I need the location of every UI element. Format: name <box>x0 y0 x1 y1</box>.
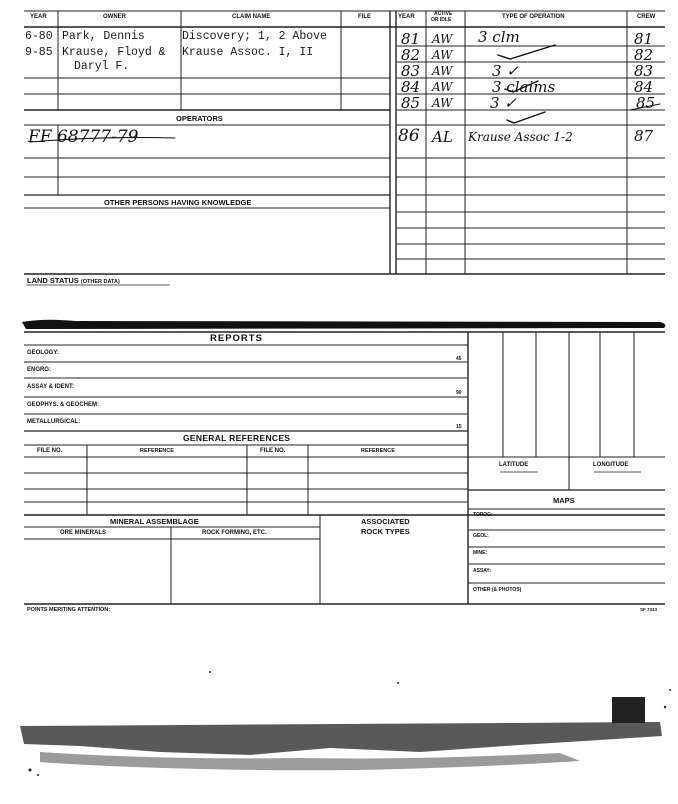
activity-row-4-operation: 3 claims <box>492 78 556 96</box>
activity-row-5-status: AW <box>432 96 453 110</box>
activity-row-1-year: 81 <box>401 30 421 48</box>
activity-row-4-year: 84 <box>401 78 421 96</box>
rock-types-label: ROCK TYPES <box>361 527 410 536</box>
latitude-label: LATITUDE <box>499 462 529 468</box>
owner-row-2-year: 9-85 <box>25 46 53 59</box>
mineral-assemblage-title: MINERAL ASSEMBLAGE <box>110 517 199 526</box>
owner-row-1-owner: Park, Dennis <box>62 30 145 43</box>
owner-row-3-owner: Daryl F. <box>74 60 130 73</box>
report-geology-code: 45 <box>456 356 462 362</box>
rock-forming-label: ROCK FORMING, ETC. <box>202 530 267 536</box>
activity-row-2-year: 82 <box>401 46 421 64</box>
map-geol: GEOL: <box>473 533 489 539</box>
activity-row-6-operation: Krause Assoc 1-2 <box>468 130 573 144</box>
col-year-2: YEAR <box>398 14 415 20</box>
activity-row-3-operation: 3 ✓ <box>492 62 519 80</box>
map-mine: MINE: <box>473 550 488 556</box>
report-metallurgical: METALLURGICAL: <box>27 419 81 425</box>
activity-row-3-year: 83 <box>401 62 421 80</box>
activity-row-6-crew: 87 <box>634 127 654 145</box>
activity-row-1-crew: 81 <box>634 30 654 48</box>
owner-row-1-year: 6-80 <box>25 30 53 43</box>
owner-row-2-claim: Krause Assoc. I, II <box>182 46 314 59</box>
points-meriting-label: POINTS MERITING ATTENTION: <box>27 607 111 613</box>
ref-col-reference-1: REFERENCE <box>140 448 174 454</box>
activity-row-2-crew: 82 <box>634 46 654 64</box>
activity-row-4-crew: 84 <box>634 78 654 96</box>
activity-row-5-year: 85 <box>401 94 421 112</box>
land-status-label: LAND STATUS (OTHER DATA) <box>27 276 120 285</box>
report-geophys: GEOPHYS. & GEOCHEM: <box>27 402 100 408</box>
report-assay-code: 90 <box>456 390 462 396</box>
activity-row-5-crew: 85 <box>636 94 656 112</box>
form-number: SF 7313 <box>640 607 658 612</box>
col-active-idle: ACTIVE OR IDLE <box>431 11 453 23</box>
activity-row-6-year: 86 <box>398 126 420 146</box>
other-persons-label: OTHER PERSONS HAVING KNOWLEDGE <box>104 198 252 207</box>
col-type-of-operation: TYPE OF OPERATION <box>502 14 565 20</box>
operators-entry: FF 68777-79 <box>28 127 139 147</box>
longitude-label: LONGITUDE <box>593 462 629 468</box>
report-geology: GEOLOGY: <box>27 350 59 356</box>
col-file: FILE <box>358 14 371 20</box>
general-references-title: GENERAL REFERENCES <box>183 433 291 443</box>
map-topog: TOPOG: <box>473 512 493 518</box>
operators-label: OPERATORS <box>176 114 223 123</box>
ore-minerals-label: ORE MINERALS <box>60 530 107 536</box>
activity-row-1-status: AW <box>432 32 453 46</box>
report-metallurgical-code: 15 <box>456 424 462 430</box>
col-year: YEAR <box>30 14 47 20</box>
activity-row-5-operation: 3 ✓ <box>490 94 517 112</box>
ref-col-file-no-1: FILE NO. <box>37 448 63 454</box>
owner-row-2-owner: Krause, Floyd & <box>62 46 166 59</box>
activity-row-3-crew: 83 <box>634 62 654 80</box>
maps-title: MAPS <box>553 496 575 505</box>
activity-row-6-status: AL <box>432 128 453 146</box>
report-engrg: ENGRG: <box>27 367 51 373</box>
map-assay: ASSAY: <box>473 568 492 574</box>
col-owner: OWNER <box>103 14 126 20</box>
col-crew: CREW <box>637 14 656 20</box>
map-other-photos: OTHER (& PHOTOS) <box>473 587 522 593</box>
ref-col-reference-2: REFERENCE <box>361 448 395 454</box>
activity-row-4-status: AW <box>432 80 453 94</box>
associated-label: ASSOCIATED <box>361 517 410 526</box>
ref-col-file-no-2: FILE NO. <box>260 448 286 454</box>
activity-row-2-status: AW <box>432 48 453 62</box>
col-claim-name: CLAIM NAME <box>232 14 271 20</box>
activity-row-1-operation: 3 clm <box>478 28 520 46</box>
reports-title: REPORTS <box>210 333 263 344</box>
activity-row-3-status: AW <box>432 64 453 78</box>
report-assay: ASSAY & IDENT: <box>27 384 75 390</box>
owner-row-1-claim: Discovery; 1, 2 Above <box>182 30 327 43</box>
